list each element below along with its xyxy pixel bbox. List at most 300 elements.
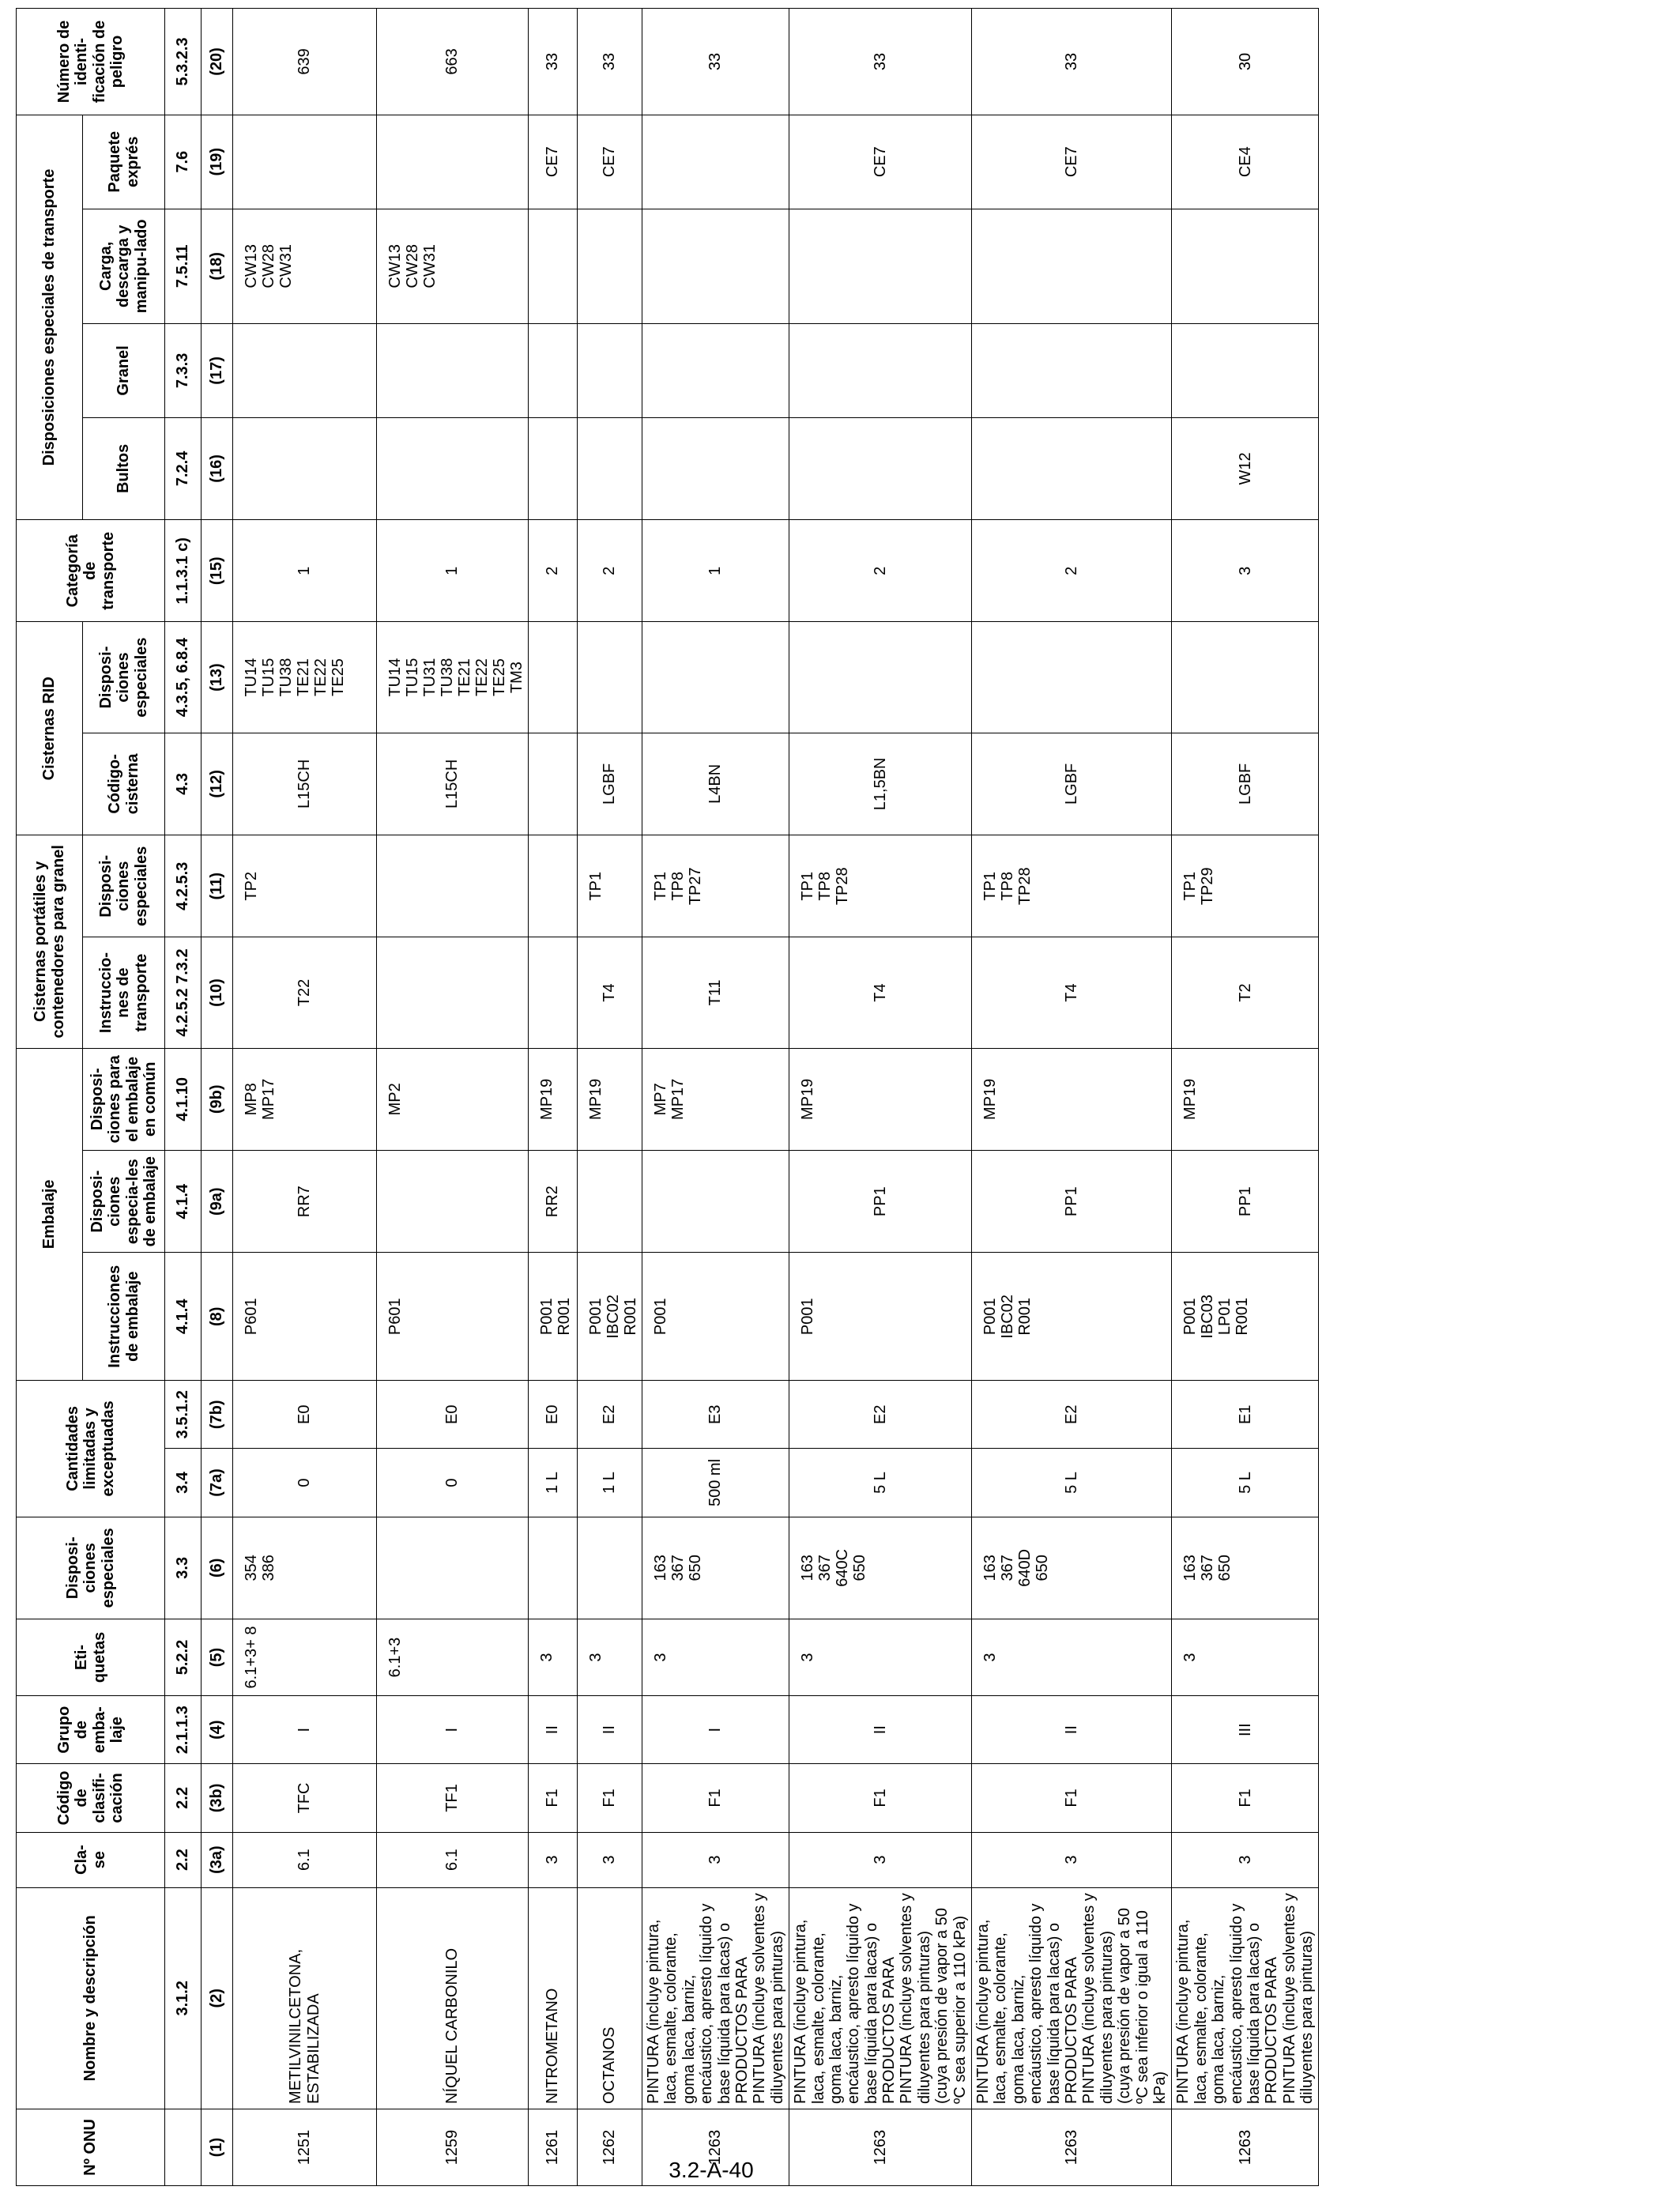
packing-instructions-cell: [972, 1253, 1172, 1381]
special-provisions-cell: [789, 1517, 972, 1619]
loading-provision-cell: [377, 209, 529, 324]
loading-provision-cell: [529, 209, 578, 324]
column-number-cell: (17): [202, 324, 233, 418]
special-provisions-cell: [233, 1517, 377, 1619]
mixed-packing-item: MP19: [799, 1078, 817, 1120]
loading-provision-item: CW13: [243, 244, 260, 288]
un-number-cell: 1259: [377, 2109, 529, 2185]
packages-provision-cell: W12: [1172, 417, 1319, 519]
tank-special-item: TE25: [491, 658, 508, 696]
col-header-bulk: Granel: [83, 324, 165, 418]
loading-provision-cell: [578, 209, 642, 324]
reference-cell: 4.3: [165, 733, 202, 835]
packing-instructions-cell: [529, 1253, 578, 1381]
packing-group-cell: II: [529, 1696, 578, 1764]
col-header-classification-code: Código de clasifi-cación: [17, 1764, 165, 1832]
portable-tank-special-item: TP1: [652, 871, 669, 901]
special-packing-cell: RR7: [233, 1151, 377, 1253]
dangerous-goods-table: [16, 8, 1319, 2186]
portable-tank-special-item: TP1: [981, 871, 1000, 901]
special-provisions-item: 650: [1034, 1555, 1052, 1581]
portable-tank-special-cell: [529, 835, 578, 937]
special-provisions-item: 367: [1199, 1555, 1217, 1581]
packing-instructions-item: P001: [538, 1298, 556, 1336]
packages-provision-cell: [529, 417, 578, 519]
column-number-cell: (2): [202, 1887, 233, 2109]
portable-tank-instruction-cell: T4: [972, 937, 1172, 1048]
column-number-cell: (18): [202, 209, 233, 324]
col-header-name: Nombre y descripción: [17, 1887, 165, 2109]
excepted-quantity-cell: E3: [642, 1381, 789, 1449]
table-row: [642, 9, 789, 2186]
tank-special-item: TU38: [439, 658, 456, 697]
col-header-portable-tank-instructions: Instruccio-nes de transporte: [83, 937, 165, 1048]
column-number-cell: (16): [202, 417, 233, 519]
reference-row: [165, 9, 202, 2186]
loading-provision-cell: [972, 209, 1172, 324]
labels-cell: 3: [789, 1619, 972, 1696]
express-parcel-cell: CE7: [578, 115, 642, 209]
tank-code-cell: LGBF: [1172, 733, 1319, 835]
un-number-cell: 1251: [233, 2109, 377, 2185]
reference-cell: 2.2: [165, 1832, 202, 1887]
limited-quantity-cell: 1 L: [529, 1449, 578, 1517]
table-row: [377, 9, 529, 2186]
special-packing-cell: PP1: [972, 1151, 1172, 1253]
mixed-packing-item: MP7: [652, 1083, 669, 1116]
special-provisions-cell: [642, 1517, 789, 1619]
special-provisions-item: 163: [652, 1555, 669, 1581]
tank-special-item: TE21: [456, 658, 473, 696]
tank-special-item: TU38: [277, 658, 295, 697]
column-number-cell: (11): [202, 835, 233, 937]
special-packing-cell: [578, 1151, 642, 1253]
packages-provision-cell: [789, 417, 972, 519]
tank-special-item: TE22: [312, 658, 330, 696]
mixed-packing-item: MP2: [386, 1083, 404, 1116]
special-packing-cell: RR2: [529, 1151, 578, 1253]
group-header-special-transport-provisions: Disposiciones especiales de transporte: [17, 115, 83, 519]
loading-provision-item: CW31: [277, 244, 295, 288]
col-header-transport-category: Categoría de transporte: [17, 520, 165, 622]
hazard-id-cell: 33: [578, 9, 642, 115]
labels-cell: 6.1+3: [377, 1619, 529, 1696]
special-provisions-item: 386: [260, 1555, 277, 1581]
transport-category-cell: 2: [972, 520, 1172, 622]
classification-code-cell: TFC: [233, 1764, 377, 1832]
reference-cell: 3.4: [165, 1449, 202, 1517]
mixed-packing-item: MP19: [981, 1078, 1000, 1120]
tank-code-cell: L4BN: [642, 733, 789, 835]
col-header-labels: Eti-quetas: [17, 1619, 165, 1696]
tank-code-cell: LGBF: [578, 733, 642, 835]
col-header-packing-instructions: Instrucciones de embalaje: [83, 1253, 165, 1381]
transport-category-cell: 2: [789, 520, 972, 622]
mixed-packing-cell: [1172, 1048, 1319, 1150]
column-number-cell: (7a): [202, 1449, 233, 1517]
special-provisions-cell: [377, 1517, 529, 1619]
col-header-class: Cla-se: [17, 1832, 165, 1887]
tank-special-cell: [642, 622, 789, 733]
packing-group-cell: II: [972, 1696, 1172, 1764]
packing-instructions-cell: [1172, 1253, 1319, 1381]
express-parcel-cell: [642, 115, 789, 209]
reference-cell: 4.1.10: [165, 1048, 202, 1150]
special-provisions-item: 650: [851, 1555, 869, 1581]
portable-tank-special-item: TP29: [1199, 867, 1217, 906]
reference-cell: 3.5.1.2: [165, 1381, 202, 1449]
reference-cell: 5.2.2: [165, 1619, 202, 1696]
reference-cell: 7.5.11: [165, 209, 202, 324]
tank-special-item: TU15: [260, 658, 277, 697]
special-packing-cell: PP1: [789, 1151, 972, 1253]
reference-cell: 4.3.5, 6.8.4: [165, 622, 202, 733]
un-number-cell: 1263: [789, 2109, 972, 2185]
col-header-hazard-id: Número de identi-ficación de peligro: [17, 9, 165, 115]
packing-instructions-item: IBC02: [999, 1294, 1017, 1339]
tank-special-item: TU15: [404, 658, 421, 697]
limited-quantity-cell: 1 L: [578, 1449, 642, 1517]
column-number-cell: (13): [202, 622, 233, 733]
special-packing-cell: PP1: [1172, 1151, 1319, 1253]
reference-cell: 4.1.4: [165, 1253, 202, 1381]
col-header-loading: Carga, descarga y manipu-lado: [83, 209, 165, 324]
class-cell: 3: [972, 1832, 1172, 1887]
portable-tank-special-cell: [972, 835, 1172, 937]
portable-tank-special-cell: [789, 835, 972, 937]
mixed-packing-item: MP17: [260, 1078, 277, 1120]
mixed-packing-cell: [972, 1048, 1172, 1150]
bulk-provision-cell: [1172, 324, 1319, 418]
portable-tank-special-item: TP28: [834, 867, 852, 906]
special-provisions-item: 163: [799, 1555, 817, 1581]
col-header-special-packing-provisions: Disposi-ciones especia-les de embalaje: [83, 1151, 165, 1253]
column-number-cell: (3a): [202, 1832, 233, 1887]
packing-instructions-item: R001: [1234, 1297, 1252, 1336]
packing-group-cell: II: [578, 1696, 642, 1764]
tank-special-cell: [578, 622, 642, 733]
special-provisions-item: 650: [687, 1555, 704, 1581]
table-body: [233, 9, 1319, 2186]
tank-code-cell: L15CH: [233, 733, 377, 835]
labels-cell: 3: [578, 1619, 642, 1696]
labels-cell: 3: [642, 1619, 789, 1696]
col-header-tank-special: Disposi-ciones especiales: [83, 622, 165, 733]
packing-group-cell: I: [377, 1696, 529, 1764]
tank-code-cell: L1,5BN: [789, 733, 972, 835]
reference-cell: 7.2.4: [165, 417, 202, 519]
limited-quantity-cell: 5 L: [789, 1449, 972, 1517]
packages-provision-cell: [377, 417, 529, 519]
reference-cell: 2.1.1.3: [165, 1696, 202, 1764]
packing-instructions-item: R001: [556, 1297, 573, 1336]
packing-instructions-item: P001: [652, 1298, 669, 1336]
group-header-portable-tanks: Cisternas portátiles y contenedores para granel: [17, 835, 83, 1049]
column-number-cell: (12): [202, 733, 233, 835]
table-row: [789, 9, 972, 2186]
col-header-mixed-packing-provisions: Disposi-ciones para el embalaje en común: [83, 1048, 165, 1150]
packing-instructions-item: IBC02: [605, 1294, 622, 1339]
classification-code-cell: F1: [578, 1764, 642, 1832]
column-number-cell: (6): [202, 1517, 233, 1619]
tank-special-item: TE22: [473, 658, 491, 696]
packing-instructions-item: P601: [243, 1298, 260, 1336]
tank-special-item: TM3: [508, 662, 525, 694]
hazard-id-cell: 30: [1172, 9, 1319, 115]
packing-instructions-cell: [789, 1253, 972, 1381]
classification-code-cell: F1: [1172, 1764, 1319, 1832]
express-parcel-cell: [377, 115, 529, 209]
reference-cell: 4.1.4: [165, 1151, 202, 1253]
portable-tank-special-item: TP8: [669, 871, 687, 901]
mixed-packing-item: MP17: [669, 1078, 687, 1120]
hazard-id-cell: 33: [529, 9, 578, 115]
portable-tank-special-cell: [377, 835, 529, 937]
transport-category-cell: 2: [578, 520, 642, 622]
packing-instructions-item: P001: [981, 1298, 1000, 1336]
name-cell: NITROMETANO: [529, 1887, 578, 2109]
packages-provision-cell: [578, 417, 642, 519]
transport-category-cell: 1: [377, 520, 529, 622]
column-number-cell: (15): [202, 520, 233, 622]
reference-cell: 4.2.5.3: [165, 835, 202, 937]
col-header-express-parcel: Paquete exprés: [83, 115, 165, 209]
loading-provision-cell: [1172, 209, 1319, 324]
loading-provision-cell: [642, 209, 789, 324]
hazard-id-cell: 33: [789, 9, 972, 115]
col-header-tank-code: Código-cisterna: [83, 733, 165, 835]
mixed-packing-item: MP19: [538, 1078, 556, 1120]
name-cell: OCTANOS: [578, 1887, 642, 2109]
class-cell: 3: [642, 1832, 789, 1887]
column-number-cell: (9b): [202, 1048, 233, 1150]
column-number-cell: (10): [202, 937, 233, 1048]
packing-instructions-cell: [377, 1253, 529, 1381]
bulk-provision-cell: [529, 324, 578, 418]
packages-provision-cell: [972, 417, 1172, 519]
class-cell: 3: [789, 1832, 972, 1887]
page-number: 3.2-A-40: [669, 2158, 754, 2182]
reference-cell: 1.1.3.1 c): [165, 520, 202, 622]
un-number-cell: 1263: [642, 2109, 789, 2185]
bulk-provision-cell: [789, 324, 972, 418]
labels-cell: 3: [972, 1619, 1172, 1696]
special-provisions-cell: [529, 1517, 578, 1619]
tank-special-item: TU31: [421, 658, 439, 697]
class-cell: 6.1: [377, 1832, 529, 1887]
special-packing-cell: [642, 1151, 789, 1253]
col-header-portable-tank-special: Disposi-ciones especiales: [83, 835, 165, 937]
loading-provision-item: CW28: [404, 244, 421, 288]
name-cell: PINTURA (incluye pintura, laca, esmalte, colorante, goma laca, barniz, encáustico, apresto líquido y base líquida para lacas) o PRODUCTOS PARA PINTURA (incluye solventes y diluyentes para pinturas) (cuya presión de vapor a 50 ºC sea inferior o igual a 110 kPa): [972, 1887, 1172, 2109]
hazard-id-cell: 33: [642, 9, 789, 115]
portable-tank-special-cell: [642, 835, 789, 937]
reference-cell: 2.2: [165, 1764, 202, 1832]
class-cell: 3: [1172, 1832, 1319, 1887]
packing-instructions-cell: [578, 1253, 642, 1381]
classification-code-cell: F1: [529, 1764, 578, 1832]
express-parcel-cell: CE7: [972, 115, 1172, 209]
limited-quantity-cell: 0: [377, 1449, 529, 1517]
labels-cell: 3: [529, 1619, 578, 1696]
portable-tank-special-cell: [233, 835, 377, 937]
reference-cell: 7.6: [165, 115, 202, 209]
table-row: [529, 9, 578, 2186]
tank-special-cell: [377, 622, 529, 733]
packing-instructions-item: P001: [799, 1298, 817, 1336]
column-number-cell: (8): [202, 1253, 233, 1381]
portable-tank-instruction-cell: [377, 937, 529, 1048]
portable-tank-special-item: TP2: [243, 871, 260, 901]
packing-instructions-item: IBC03: [1199, 1294, 1217, 1339]
packing-instructions-item: P001: [587, 1298, 605, 1336]
special-provisions-cell: [1172, 1517, 1319, 1619]
portable-tank-special-item: TP28: [1016, 867, 1034, 906]
class-cell: 6.1: [233, 1832, 377, 1887]
loading-provision-cell: [233, 209, 377, 324]
special-provisions-cell: [578, 1517, 642, 1619]
reference-cell: 3.1.2: [165, 1887, 202, 2109]
limited-quantity-cell: 0: [233, 1449, 377, 1517]
portable-tank-special-item: TP8: [816, 871, 834, 901]
portable-tank-instruction-cell: T22: [233, 937, 377, 1048]
group-header-packaging: Embalaje: [17, 1048, 83, 1381]
name-cell: PINTURA (incluye pintura, laca, esmalte, colorante, goma laca, barniz, encáustico, apresto líquido y base líquida para lacas) o PRODUCTOS PARA PINTURA (incluye solventes y diluyentes para pinturas): [1172, 1887, 1319, 2109]
loading-provision-item: CW28: [260, 244, 277, 288]
bulk-provision-cell: [233, 324, 377, 418]
mixed-packing-cell: [529, 1048, 578, 1150]
column-number-cell: (19): [202, 115, 233, 209]
transport-category-cell: 3: [1172, 520, 1319, 622]
mixed-packing-item: MP19: [587, 1078, 605, 1120]
tank-special-item: TE25: [330, 658, 347, 696]
rotated-table-container: [16, 8, 1317, 2186]
name-cell: METILVINILCETONA, ESTABILIZADA: [233, 1887, 377, 2109]
class-cell: 3: [578, 1832, 642, 1887]
packing-instructions-cell: [642, 1253, 789, 1381]
reference-cell: 7.3.3: [165, 324, 202, 418]
table-row: [578, 9, 642, 2186]
hazard-id-cell: 663: [377, 9, 529, 115]
tank-special-cell: [972, 622, 1172, 733]
express-parcel-cell: CE7: [529, 115, 578, 209]
name-cell: PINTURA (incluye pintura, laca, esmalte, colorante, goma laca, barniz, encáustico, apresto líquido y base líquida para lacas) o PRODUCTOS PARA PINTURA (incluye solventes y diluyentes para pinturas): [642, 1887, 789, 2109]
portable-tank-special-cell: [1172, 835, 1319, 937]
excepted-quantity-cell: E2: [972, 1381, 1172, 1449]
un-number-cell: 1263: [1172, 2109, 1319, 2185]
hazard-id-cell: 639: [233, 9, 377, 115]
reference-cell: 4.2.5.2 7.3.2: [165, 937, 202, 1048]
portable-tank-instruction-cell: [529, 937, 578, 1048]
mixed-packing-cell: [578, 1048, 642, 1150]
column-number-cell: (3b): [202, 1764, 233, 1832]
special-provisions-item: 640C: [834, 1548, 852, 1587]
tank-code-cell: LGBF: [972, 733, 1172, 835]
transport-category-cell: 1: [642, 520, 789, 622]
packing-instructions-item: LP01: [1216, 1298, 1234, 1336]
name-cell: NÍQUEL CARBONILO: [377, 1887, 529, 2109]
special-packing-cell: [377, 1151, 529, 1253]
column-number-cell: (5): [202, 1619, 233, 1696]
col-header-un-number: Nº ONU: [17, 2109, 165, 2185]
packing-group-cell: I: [233, 1696, 377, 1764]
tank-special-cell: [1172, 622, 1319, 733]
class-cell: 3: [529, 1832, 578, 1887]
loading-provision-item: CW31: [421, 244, 439, 288]
excepted-quantity-cell: E2: [789, 1381, 972, 1449]
express-parcel-cell: CE7: [789, 115, 972, 209]
classification-code-cell: TF1: [377, 1764, 529, 1832]
special-provisions-cell: [972, 1517, 1172, 1619]
packing-instructions-item: R001: [1016, 1297, 1034, 1336]
special-provisions-item: 367: [669, 1555, 687, 1581]
labels-cell: 3: [1172, 1619, 1319, 1696]
column-number-cell: (9a): [202, 1151, 233, 1253]
express-parcel-cell: [233, 115, 377, 209]
excepted-quantity-cell: E0: [233, 1381, 377, 1449]
packing-instructions-item: P001: [1181, 1298, 1200, 1336]
limited-quantity-cell: 5 L: [1172, 1449, 1319, 1517]
column-number-row: [202, 9, 233, 2186]
portable-tank-instruction-cell: T4: [789, 937, 972, 1048]
excepted-quantity-cell: E2: [578, 1381, 642, 1449]
special-provisions-item: 367: [999, 1555, 1017, 1581]
col-header-packing-group: Grupo de emba-laje: [17, 1696, 165, 1764]
labels-cell: 6.1+3+ 8: [233, 1619, 377, 1696]
col-header-special-provisions: Disposi-ciones especiales: [17, 1517, 165, 1619]
column-number-cell: (7b): [202, 1381, 233, 1449]
transport-category-cell: 2: [529, 520, 578, 622]
excepted-quantity-cell: E0: [529, 1381, 578, 1449]
packages-provision-cell: [233, 417, 377, 519]
packing-group-cell: III: [1172, 1696, 1319, 1764]
tank-special-item: TU14: [386, 658, 404, 697]
express-parcel-cell: CE4: [1172, 115, 1319, 209]
packages-provision-cell: [642, 417, 789, 519]
classification-code-cell: F1: [972, 1764, 1172, 1832]
special-provisions-item: 640D: [1016, 1548, 1034, 1587]
portable-tank-instruction-cell: T11: [642, 937, 789, 1048]
bulk-provision-cell: [642, 324, 789, 418]
portable-tank-special-cell: [578, 835, 642, 937]
column-number-cell: (4): [202, 1696, 233, 1764]
bulk-provision-cell: [972, 324, 1172, 418]
loading-provision-item: CW13: [386, 244, 404, 288]
transport-category-cell: 1: [233, 520, 377, 622]
packing-instructions-cell: [233, 1253, 377, 1381]
excepted-quantity-cell: E0: [377, 1381, 529, 1449]
group-header-rid-tanks: Cisternas RID: [17, 622, 83, 835]
packing-group-cell: I: [642, 1696, 789, 1764]
loading-provision-cell: [789, 209, 972, 324]
mixed-packing-cell: [233, 1048, 377, 1150]
special-provisions-item: 367: [816, 1555, 834, 1581]
table-row: [1172, 9, 1319, 2186]
name-cell: PINTURA (incluye pintura, laca, esmalte, colorante, goma laca, barniz, encáustico, apresto líquido y base líquida para lacas) o PRODUCTOS PARA PINTURA (incluye solventes y diluyentes para pinturas) (cuya presión de vapor a 50 ºC sea superior a 110 kPa): [789, 1887, 972, 2109]
mixed-packing-cell: [789, 1048, 972, 1150]
mixed-packing-item: MP19: [1181, 1078, 1200, 1120]
tank-code-cell: L15CH: [377, 733, 529, 835]
un-number-cell: 1263: [972, 2109, 1172, 2185]
column-number-cell: (20): [202, 9, 233, 115]
portable-tank-special-item: TP8: [999, 871, 1017, 901]
special-provisions-item: 354: [243, 1555, 260, 1581]
portable-tank-special-item: TP27: [687, 867, 704, 906]
reference-cell: 3.3: [165, 1517, 202, 1619]
packing-instructions-item: P601: [386, 1298, 404, 1336]
classification-code-cell: F1: [642, 1764, 789, 1832]
mixed-packing-item: MP8: [243, 1083, 260, 1116]
